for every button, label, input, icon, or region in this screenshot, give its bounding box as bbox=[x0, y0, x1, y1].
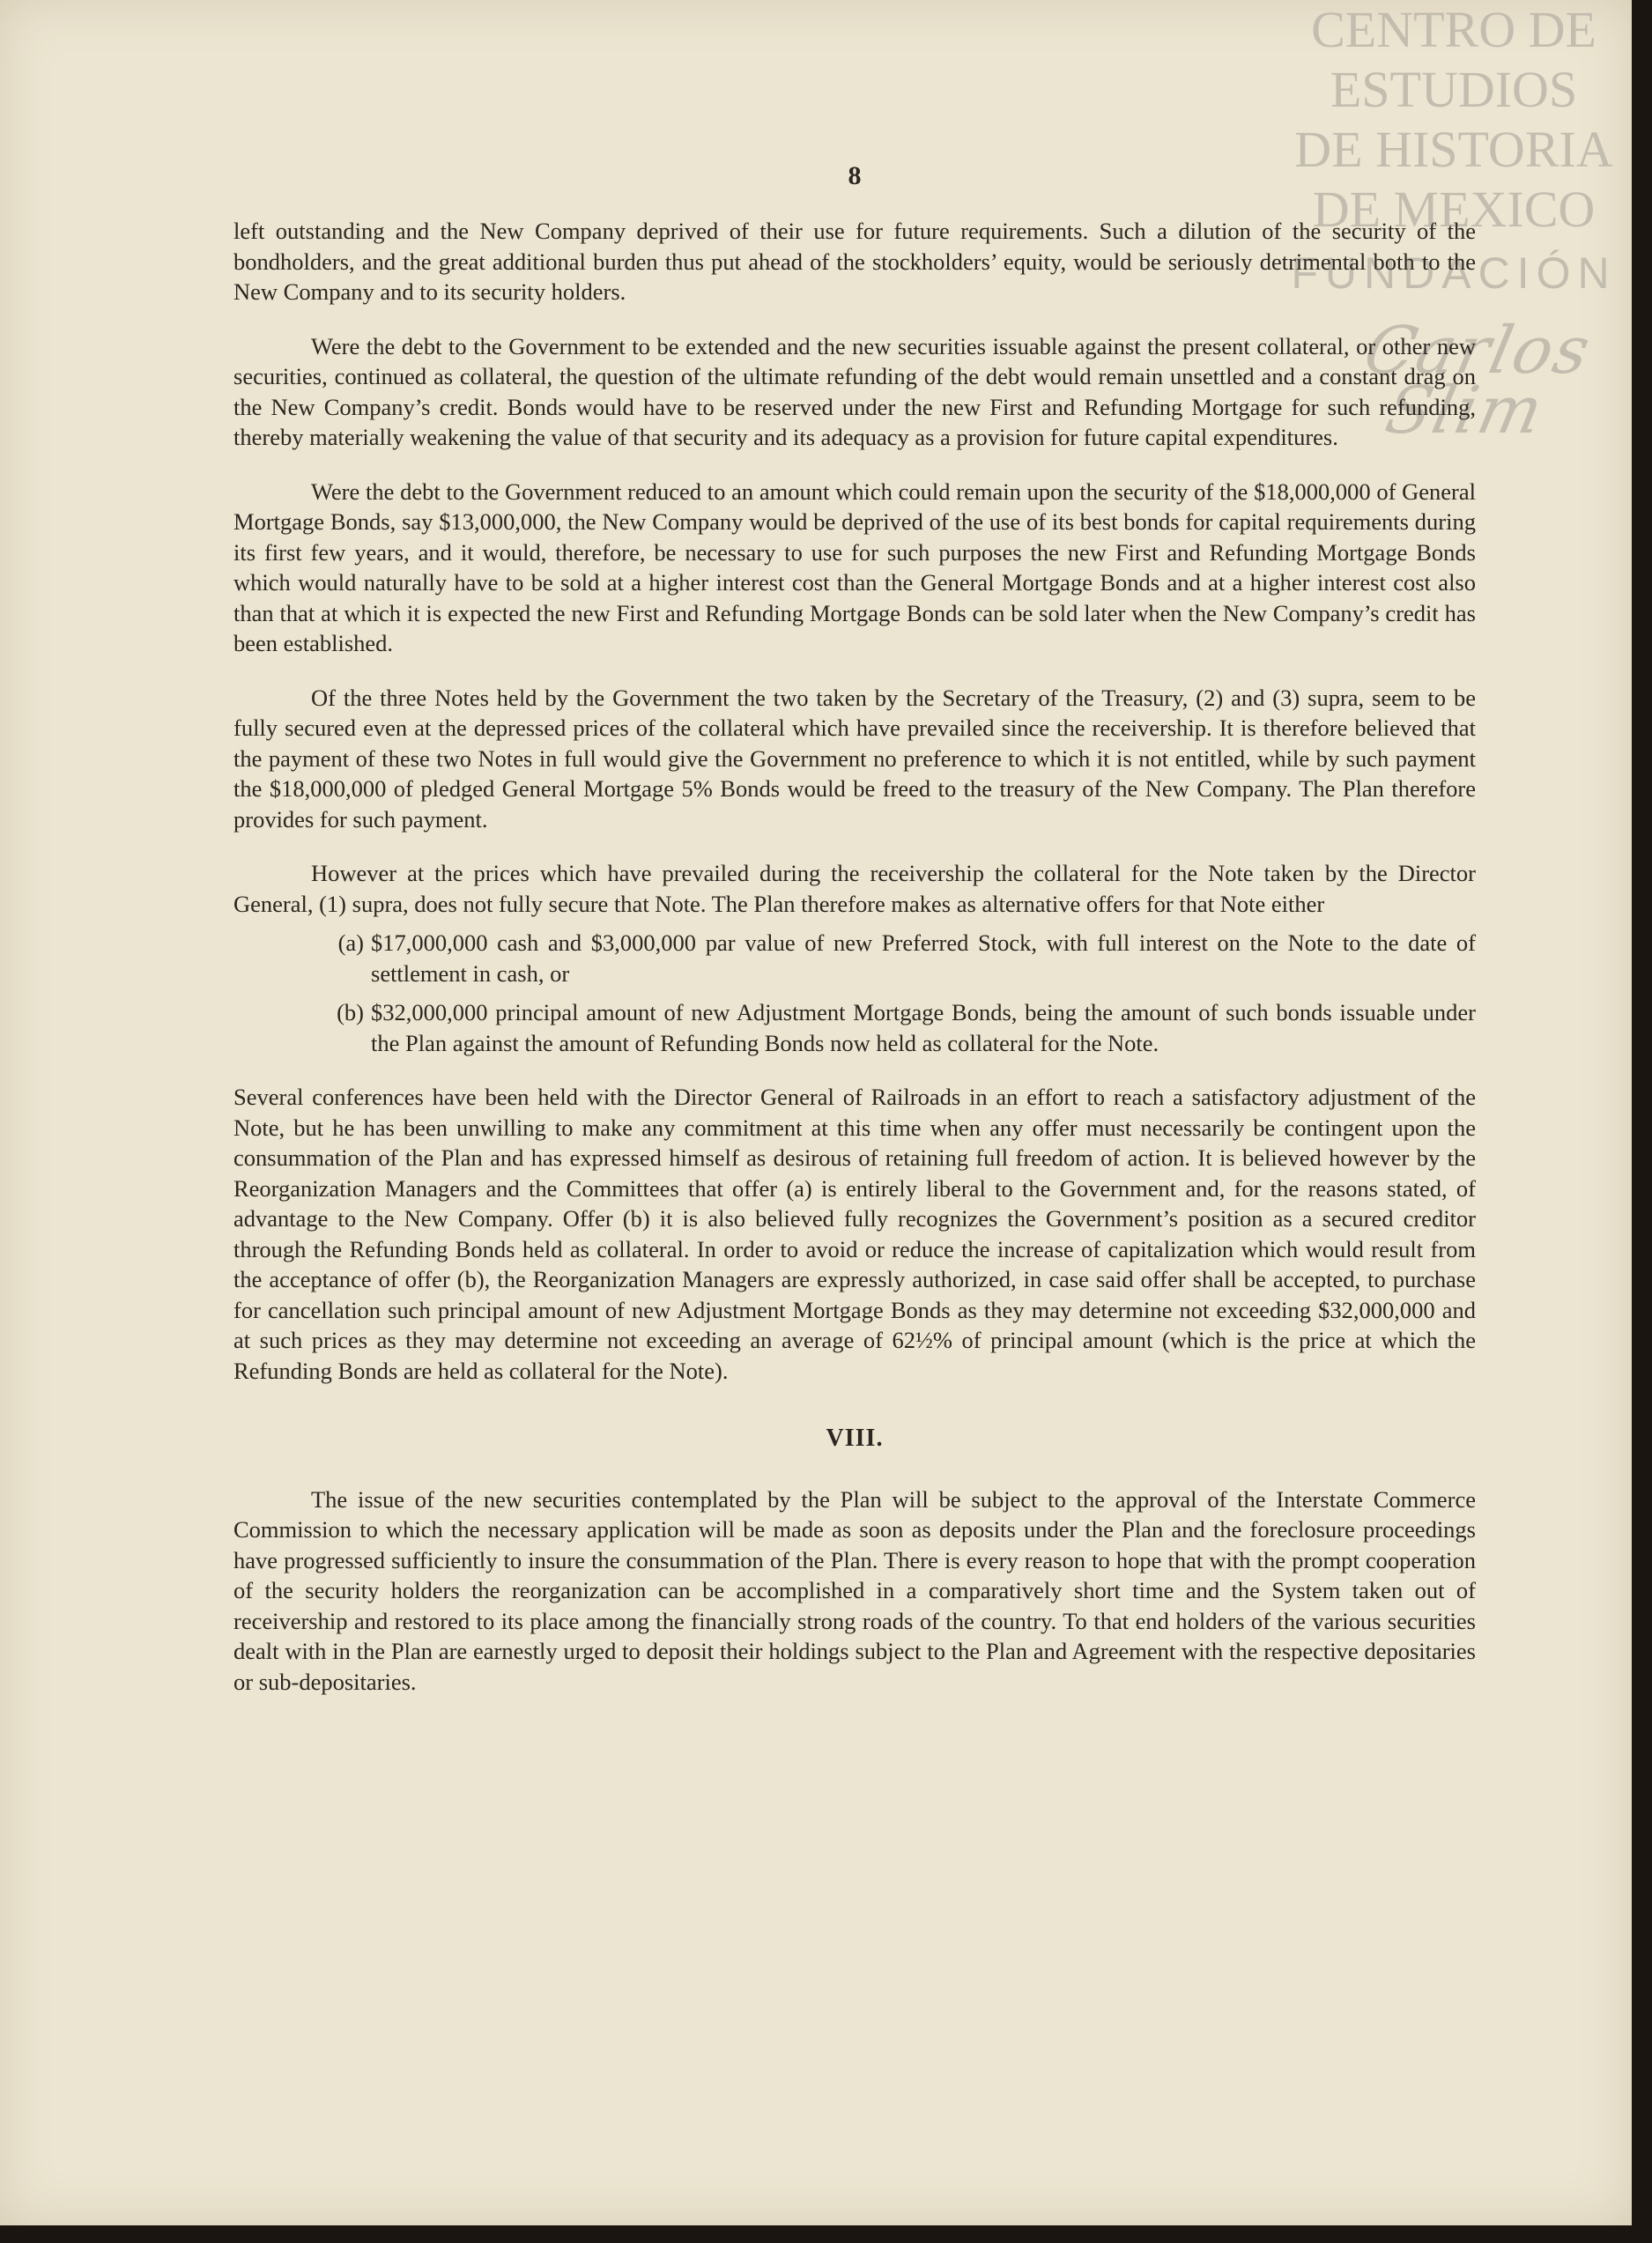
watermark-line: ESTUDIOS bbox=[1330, 61, 1578, 118]
alternative-offer-item bbox=[233, 928, 1476, 988]
paragraph-conferences: Several conferences have been held with the Director General of Railroads in an effort to reach a satisfactory adjustment of the Note, but he has been unwilling to make any commitment at this time when any offer must necessarily be contingent upon the consummation of the Plan and has expressed himself as desirous of retaining full freedom of action. It is believed however by the Reorganization Managers and the Committees that offer (a) is entirely liberal to the Government and, for the reasons stated, of advantage to the New Company. Offer (b) it is also believed fully recognizes the Government’s position as a secured creditor through the Refunding Bonds held as collateral. In order to avoid or reduce the increase of capitalization which would result from the acceptance of offer (b), the Reorganization Managers are expressly authorized, in case said offer shall be accepted, to purchase for cancellation such principal amount of new Adjustment Mortgage Bonds as they may determine not exceeding $32,000,000 and at such prices as they may determine not exceeding an average of 62½% of principal amount (which is the price at which the Refunding Bonds are held as collateral for the Note). bbox=[233, 1084, 1476, 1384]
alternative-offer-item bbox=[233, 997, 1476, 1058]
alternative-offers-list bbox=[233, 928, 1476, 1058]
paragraph-director-general-note: However at the prices which have prevailed during the receivership the collateral for the Note taken by the Director General, (1) supra, does not fully secure that Note. The Plan therefore makes as alternative offers for that Note either bbox=[233, 860, 1476, 917]
offer-text: $32,000,000 principal amount of new Adjustment Mortgage Bonds, being the amount of such bonds issuable under the Plan against the amount of Refunding Bonds now held as collateral for the Note. bbox=[371, 999, 1476, 1056]
watermark-foundation: FUNDACIÓN bbox=[1291, 248, 1617, 298]
offer-label: (a) bbox=[337, 929, 364, 956]
offer-label: (b) bbox=[337, 999, 364, 1025]
watermark-signature: Carlos Slim bbox=[1357, 313, 1598, 448]
page-number: 8 bbox=[848, 161, 862, 190]
watermark-line: CENTRO DE bbox=[1311, 1, 1596, 58]
paragraph-debt-extension: Were the debt to the Government to be extended and the new securities issuable against the present collateral, or other new securities, continued as collateral, the question of the ultimate refunding of the debt would remain unsettled and a constant drag on the New Company’s credit. Bonds would have to be reserved under the new First and Refunding Mortgage for such refunding, thereby materially weakening the value of that security and its adequacy as a provision for future capital expenditures. bbox=[233, 332, 1476, 450]
scan-border-bottom bbox=[0, 2225, 1652, 2243]
section-heading: VIII. bbox=[826, 1425, 884, 1452]
scan-border-right bbox=[1632, 0, 1652, 2243]
page-body bbox=[233, 216, 1476, 1721]
watermark-line: DE MEXICO bbox=[1312, 181, 1596, 238]
paragraph-continued: left outstanding and the New Company deprived of their use for future requirements. Such a dilution of the security of the bondholders, and the great additional burden thus put ahead of the stockholders’ equity, would be seriously detrimental both to the New Company and to its security holders. bbox=[233, 218, 1476, 305]
offer-text: $17,000,000 cash and $3,000,000 par value of new Preferred Stock, with full interest on the Note to the date of settlement in cash, or bbox=[371, 929, 1476, 987]
watermark-line: DE HISTORIA bbox=[1294, 121, 1613, 178]
paragraph-securities-issue: The issue of the new securities contemplated by the Plan will be subject to the approval of the Interstate Commerce Commission to which the necessary application will be made as soon as deposits under the Plan and the foreclosure proceedings have progressed sufficiently to insure the consummation of the Plan. There is every reason to hope that with the prompt cooperation of the security holders the reorganization can be accomplished in a comparatively short time and the System taken out of receivership and restored to its place among the financially strong roads of the country. To that end holders of the various securities dealt with in the Plan are earnestly urged to deposit their holdings subject to the Plan and Agreement with the respective depositaries or sub-depositaries. bbox=[233, 1485, 1476, 1695]
paragraph-treasury-notes: Of the three Notes held by the Government the two taken by the Secretary of the Treasury, (2) and (3) supra, seem to be fully secured even at the depressed prices of the collateral which have prevailed since the receivership. It is therefore believed that the payment of these two Notes in full would give the Government no preference to which it is not entitled, while by such payment the $18,000,000 of pledged General Mortgage 5% Bonds would be freed to the treasury of the New Company. The Plan therefore provides for such payment. bbox=[233, 684, 1476, 833]
paragraph-debt-reduction: Were the debt to the Government reduced to an amount which could remain upon the security of the $18,000,000 of General Mortgage Bonds, say $13,000,000, the New Company would be deprived of the use of its best bonds for capital requirements during its first few years, and it would, therefore, be necessary to use for such purposes the new First and Refunding Mortgage Bonds which would naturally have to be sold at a higher interest cost than the General Mortgage Bonds and at a higher interest cost also than that at which it is expected the new First and Refunding Mortgage Bonds can be sold later when the New Company’s credit has been established. bbox=[233, 477, 1476, 656]
